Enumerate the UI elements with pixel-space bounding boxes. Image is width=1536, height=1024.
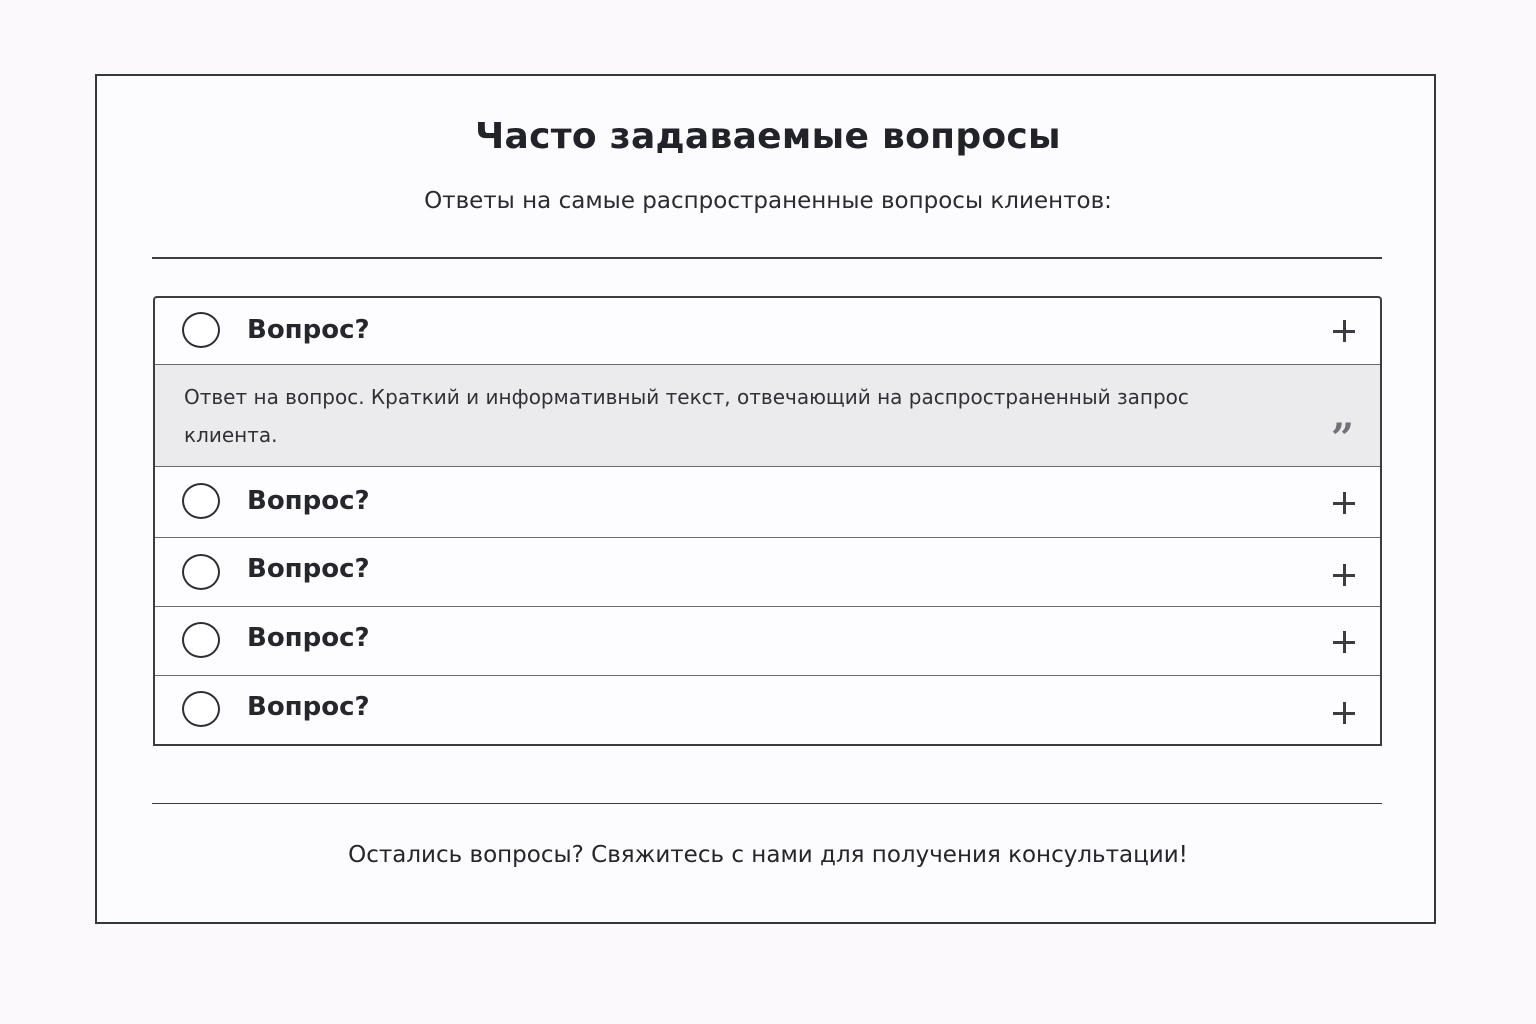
faq-accordion [153,296,1382,746]
faq-item [155,675,1380,744]
faq-item-header[interactable] [155,606,1380,675]
faq-question-label: Вопрос? [247,315,370,345]
plus-icon[interactable] [1333,564,1355,586]
radio-circle-icon[interactable] [182,691,220,727]
faq-item-header[interactable] [155,675,1380,744]
faq-item [155,467,1380,537]
quote-icon: ” [1330,415,1354,462]
faq-item [155,537,1380,606]
faq-question-label: Вопрос? [247,554,370,584]
plus-icon[interactable] [1333,702,1355,724]
bottom-divider [152,803,1382,804]
faq-answer-text: Ответ на вопрос. Краткий и информативный текст, отвечающий на распространенный запрос клиента. [184,385,1189,447]
plus-icon[interactable] [1333,320,1355,342]
faq-item-header[interactable] [155,298,1380,364]
faq-item-header[interactable] [155,537,1380,606]
plus-icon[interactable] [1333,631,1355,653]
faq-item [155,298,1380,467]
contact-prompt: Остались вопросы? Свяжитесь с нами для получения консультации! [348,842,1188,868]
page-subtitle: Ответы на самые распространенные вопросы клиентов: [424,188,1112,214]
faq-question-label: Вопрос? [247,623,370,653]
plus-icon[interactable] [1333,492,1355,514]
radio-circle-icon[interactable] [182,554,220,590]
radio-circle-icon[interactable] [182,622,220,658]
radio-circle-icon[interactable] [182,483,220,519]
faq-question-label: Вопрос? [247,486,370,516]
faq-answer-panel [155,364,1380,467]
faq-item-header[interactable] [155,467,1380,537]
top-divider [152,257,1382,259]
faq-question-label: Вопрос? [247,692,370,722]
page-title: Часто задаваемые вопросы [475,116,1061,157]
faq-item [155,606,1380,675]
radio-circle-icon[interactable] [182,312,220,348]
